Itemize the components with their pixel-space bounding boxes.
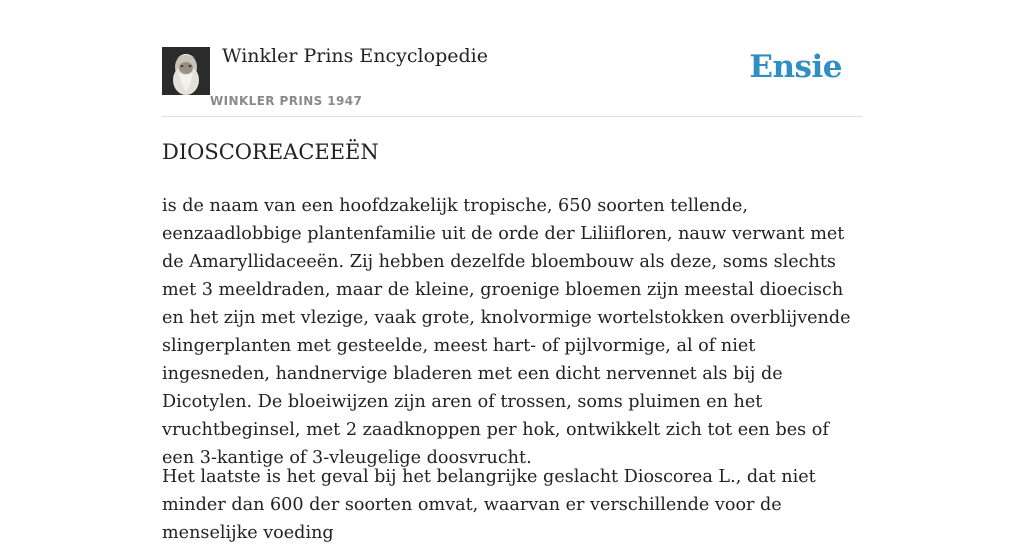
entry-paragraph: is de naam van een hoofdzakelijk tropische, 650 soorten tellende, eenzaadlobbige plantenfamilie uit de orde der Liliifloren, nauw verwant met de Amaryllidaceeën. Zij hebben dezelfde bloembouw als deze, soms slechts met 3 meeldraden, maar de kleine, groenige bloemen zijn meestal dioecisch en het zijn met vlezige, vaak grote, knolvormige wortelstokken overblijvende slingerplanten met gesteelde, meest hart- of pijlvormige, al of niet ingesneden, handnervige bladeren met een dicht nervennet als bij de Dicotylen. De bloeiwijzen zijn aren of trossen, soms pluimen en het vruchtbeginsel, met 2 zaadknoppen per hok, ontwikkelt zich tot een bes of een 3-kantige of 3-vleugelige doosvrucht. [162, 196, 851, 468]
author-avatar[interactable] [162, 47, 210, 95]
entry-paragraph: Het laatste is het geval bij het belangrijke geslacht Dioscorea L., dat niet minder dan 600 der soorten omvat, waarvan er verschillende voor de menselijke voeding [162, 467, 816, 543]
ensie-logo[interactable]: Ensie [749, 49, 842, 85]
edition-label[interactable]: WINKLER PRINS 1947 [210, 94, 363, 108]
entry-header [162, 0, 862, 117]
article-page [162, 0, 862, 543]
bearded-man-portrait-icon [162, 47, 210, 95]
entry-title: DIOSCOREACEEËN [162, 140, 379, 164]
encyclopedia-name[interactable]: Winkler Prins Encyclopedie [222, 45, 488, 67]
